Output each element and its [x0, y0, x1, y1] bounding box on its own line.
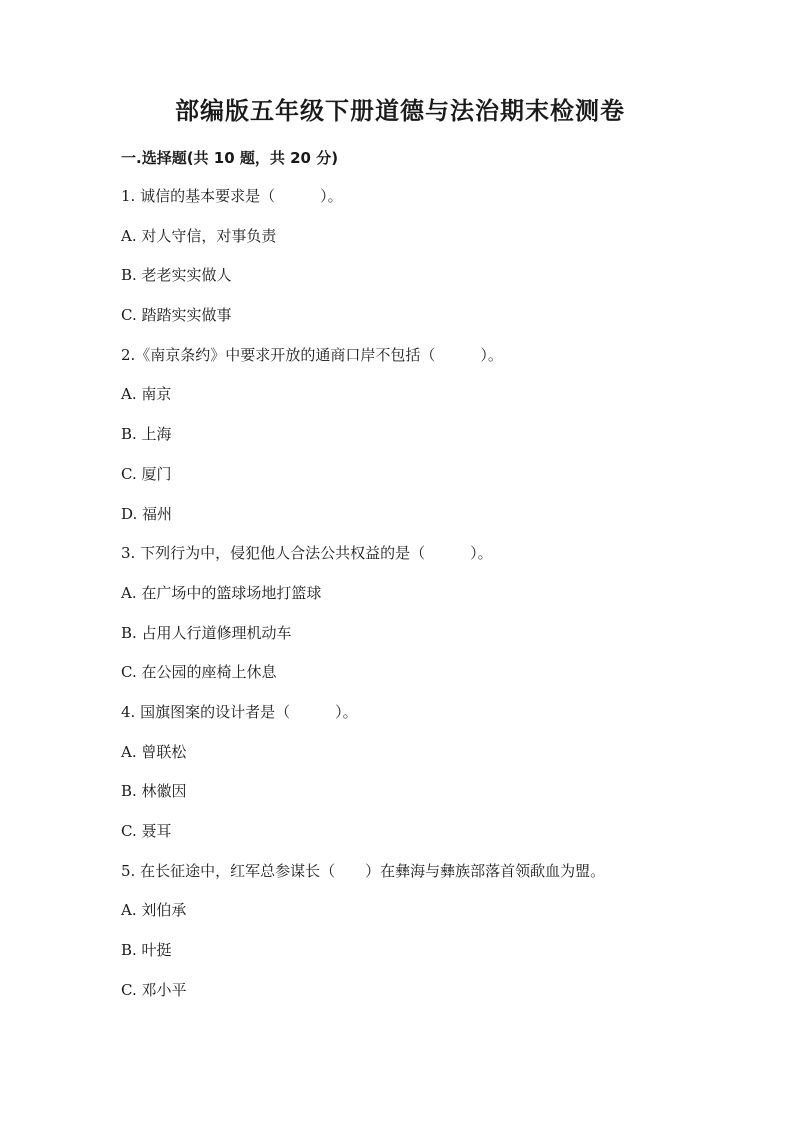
section-heading: 一.选择题(共 10 题，共 20 分) [121, 149, 339, 167]
question-option: B. 老老实实做人 [121, 266, 232, 285]
question-stem: 1. 诚信的基本要求是（ ）。 [121, 187, 343, 205]
question-option: B. 上海 [121, 425, 172, 444]
question-stem: 3. 下列行为中，侵犯他人合法公共权益的是（ ）。 [121, 544, 493, 563]
question-stem: 5. 在长征途中，红军总参谋长（ ）在彝海与彝族部落首领歃血为盟。 [121, 861, 606, 880]
page-title: 部编版五年级下册道德与法治期末检测卷 [175, 97, 625, 125]
question-4 [121, 700, 741, 859]
question-option: C. 踏踏实实做事 [121, 306, 232, 325]
question-option: D. 福州 [121, 504, 173, 523]
question-2 [121, 343, 741, 541]
question-stem: 2.《南京条约》中要求开放的通商口岸不包括（ ）。 [121, 345, 503, 364]
question-option: A. 刘伯承 [121, 901, 187, 920]
question-option: B. 占用人行道修理机动车 [121, 623, 292, 642]
question-option: C. 邓小平 [121, 980, 187, 999]
question-option: B. 叶挺 [121, 941, 172, 960]
question-5 [121, 859, 741, 1018]
question-option: A. 曾联松 [121, 742, 187, 761]
question-option: A. 在广场中的篮球场地打篮球 [121, 583, 322, 602]
question-option: C. 厦门 [121, 464, 172, 483]
question-option: A. 对人守信，对事负责 [121, 226, 277, 245]
question-stem: 4. 国旗图案的设计者是（ ）。 [121, 702, 358, 721]
question-option: A. 南京 [121, 385, 172, 404]
question-option: B. 林徽因 [121, 782, 187, 801]
question-list [121, 184, 741, 1017]
question-3 [121, 541, 741, 700]
question-option: C. 在公园的座椅上休息 [121, 663, 277, 682]
question-option: C. 聂耳 [121, 822, 172, 840]
question-1 [121, 184, 741, 343]
